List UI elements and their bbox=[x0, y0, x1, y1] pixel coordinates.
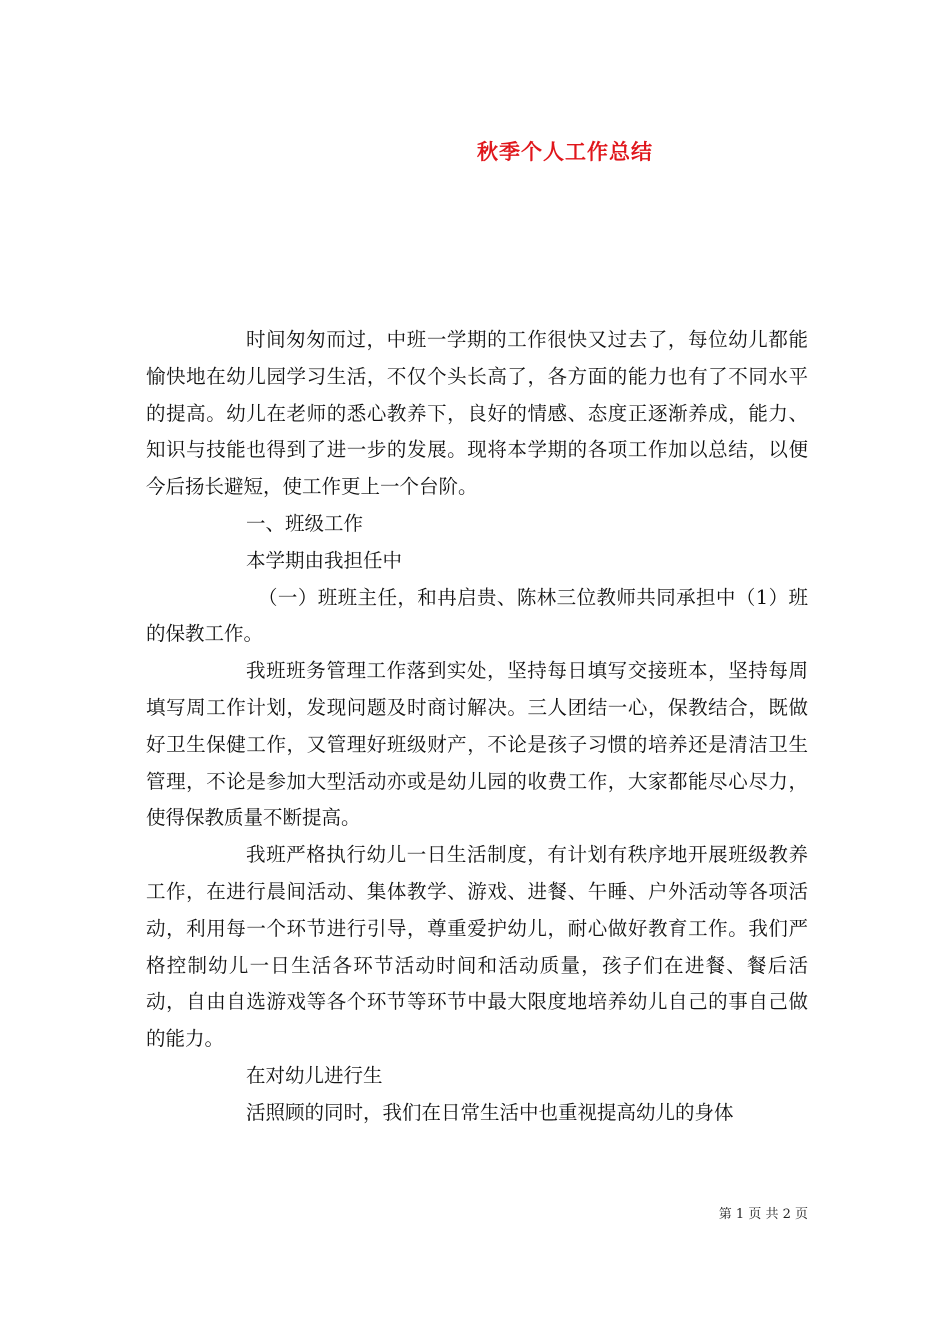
paragraph-6: 在对幼儿进行生 bbox=[246, 1063, 383, 1087]
document-title: 秋季个人工作总结 bbox=[477, 139, 653, 164]
paragraph-3: （一）班班主任，和冉启贵、陈林三位教师共同承担中（1）班的保教工作。 bbox=[146, 585, 808, 646]
paragraph-4: 我班班务管理工作落到实处，坚持每日填写交接班本，坚持每周填写周工作计划，发现问题及时商讨解决。三人团结一心，保教结合，既做好卫生保健工作，又管理好班级财产，不论是孩子习惯的培养还是清洁卫生管理，不论是参加大型活动亦或是幼儿园的收费工作，大家都能尽心尽力，使得保教质量不断提高。 bbox=[146, 659, 808, 830]
section-heading: 一、班级工作 bbox=[246, 511, 364, 535]
paragraph-7: 活照顾的同时，我们在日常生活中也重视提高幼儿的身体 bbox=[246, 1100, 734, 1124]
paragraph-2: 本学期由我担任中 bbox=[246, 548, 403, 572]
intro-paragraph: 时间匆匆而过，中班一学期的工作很快又过去了，每位幼儿都能愉快地在幼儿园学习生活，不仅个头长高了，各方面的能力也有了不同水平的提高。幼儿在老师的悉心教养下，良好的情感、态度正逐渐养成，能力、知识与技能也得到了进一步的发展。现将本学期的各项工作加以总结，以便今后扬长避短，使工作更上一个台阶。 bbox=[146, 328, 808, 499]
paragraph-5: 我班严格执行幼儿一日生活制度，有计划有秩序地开展班级教养工作，在进行晨间活动、集体教学、游戏、进餐、午睡、户外活动等各项活动，利用每一个环节进行引导，尊重爱护幼儿，耐心做好教育工作。我们严格控制幼儿一日生活各环节活动时间和活动质量，孩子们在进餐、餐后活动，自由自选游戏等各个环节等环节中最大限度地培养幼儿自己的事自己做的能力。 bbox=[146, 843, 808, 1051]
page-number: 第 1 页 共 2 页 bbox=[718, 1207, 808, 1222]
document-body bbox=[146, 322, 808, 1132]
